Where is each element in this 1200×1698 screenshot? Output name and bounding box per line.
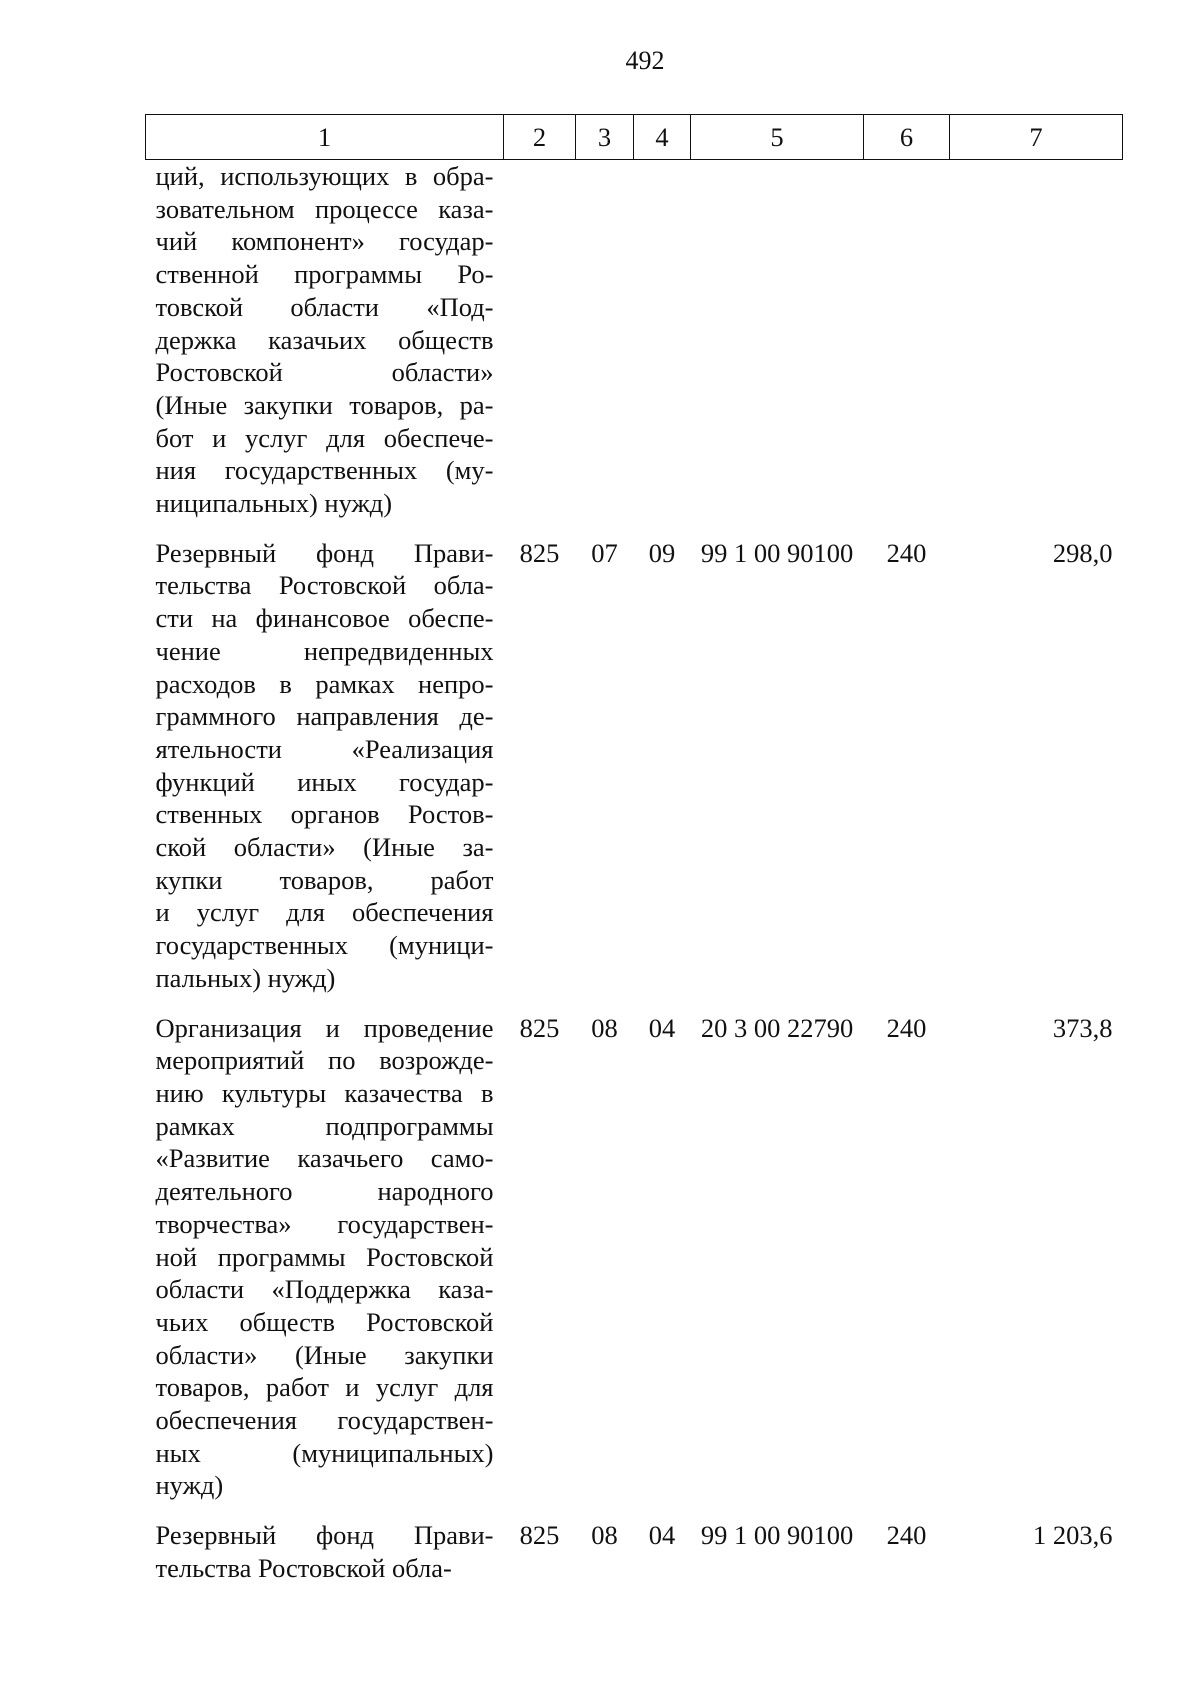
description-line: ятельности «Реализация xyxy=(155,733,494,764)
description-line: зовательном процессе каза- xyxy=(155,193,494,224)
description-line: нию культуры казачества в xyxy=(155,1077,494,1108)
row-section-code xyxy=(576,160,634,537)
description-line: ных (муниципальных) xyxy=(155,1437,494,1468)
description-line: государственных (муници- xyxy=(155,930,494,961)
description-line: граммного направления де- xyxy=(155,701,494,732)
column-header-5: 5 xyxy=(691,115,864,160)
table-row xyxy=(146,160,1123,537)
page-number: 492 xyxy=(625,46,665,75)
header-row xyxy=(146,115,1123,160)
description-line: чий компонент» государ- xyxy=(155,226,494,257)
description-line: держка казачьих обществ xyxy=(155,324,494,355)
row-admin-code: 825 xyxy=(519,1012,560,1043)
row-expense-type-code: 240 xyxy=(886,1520,927,1551)
table-body xyxy=(146,160,1123,1585)
description-line: тельства Ростовской обла- xyxy=(155,1552,452,1583)
description-line: купки товаров, работ xyxy=(155,864,494,895)
row-section-code: 08 xyxy=(591,1520,618,1551)
description-line: товаров, работ и услуг для xyxy=(155,1372,494,1403)
table-row xyxy=(146,1012,1123,1520)
description-line: области «Поддержка каза- xyxy=(155,1274,494,1305)
row-target-article-code: 99 1 00 90100 xyxy=(700,1520,854,1551)
description-line: ской области» (Иные за- xyxy=(155,832,494,863)
row-description xyxy=(146,537,504,1012)
description-line: функций иных государ- xyxy=(155,766,494,797)
description-line: творчества» государствен- xyxy=(155,1208,494,1239)
description-line: пальных) нужд) xyxy=(155,962,336,993)
description-line: (Иные закупки товаров, ра- xyxy=(155,389,494,420)
description-line: расходов в рамках непро- xyxy=(155,668,494,699)
row-target-article-code: 20 3 00 22790 xyxy=(700,1012,854,1043)
description-line: мероприятий по возрожде- xyxy=(155,1045,494,1076)
row-subsection-code: 04 xyxy=(648,1012,676,1043)
description-line: ственной программы Ро- xyxy=(155,259,494,290)
description-line: деятельного народного xyxy=(155,1176,494,1207)
description-line: тельства Ростовской обла- xyxy=(155,570,494,601)
column-header-4: 4 xyxy=(634,115,691,160)
description-line: Резервный фонд Прави- xyxy=(155,537,494,568)
row-section-code: 08 xyxy=(591,1012,618,1043)
row-section-code: 07 xyxy=(591,537,618,568)
description-line: сти на финансовое обеспе- xyxy=(155,603,494,634)
description-line: чьих обществ Ростовской xyxy=(155,1306,494,1337)
description-line: «Развитие казачьего само- xyxy=(155,1143,494,1174)
row-admin-code xyxy=(504,160,576,537)
column-header-3: 3 xyxy=(576,115,634,160)
row-amount: 298,0 xyxy=(1052,537,1113,568)
description-line: рамках подпрограммы xyxy=(155,1110,494,1141)
description-line: нужд) xyxy=(155,1470,224,1501)
row-description xyxy=(146,1012,504,1520)
row-expense-type-code: 240 xyxy=(886,537,927,568)
budget-table xyxy=(145,114,1123,1585)
column-header-7: 7 xyxy=(950,115,1123,160)
description-line: Ростовской области» xyxy=(155,357,494,388)
column-header-6: 6 xyxy=(864,115,950,160)
row-target-article-code: 99 1 00 90100 xyxy=(700,537,854,568)
row-amount xyxy=(950,160,1123,537)
row-admin-code: 825 xyxy=(519,1520,560,1551)
description-line: Организация и проведение xyxy=(155,1012,494,1043)
row-expense-type-code xyxy=(864,160,950,537)
column-header-1: 1 xyxy=(146,115,504,160)
description-line: ниципальных) нужд) xyxy=(155,488,393,519)
row-subsection-code: 09 xyxy=(648,537,676,568)
description-line: бот и услуг для обеспече- xyxy=(155,422,494,453)
row-amount: 373,8 xyxy=(1052,1012,1113,1043)
description-line: ной программы Ростовской xyxy=(155,1241,494,1272)
description-line: ций, использующих в обра- xyxy=(155,161,494,191)
column-header-2: 2 xyxy=(504,115,576,160)
description-line: товской области «Под- xyxy=(155,291,494,322)
description-line: чение непредвиденных xyxy=(155,635,494,666)
row-admin-code: 825 xyxy=(519,537,560,568)
description-line: области» (Иные закупки xyxy=(155,1339,494,1370)
description-line: обеспечения государствен- xyxy=(155,1405,494,1436)
row-target-article-code xyxy=(691,160,864,537)
description-line: ния государственных (му- xyxy=(155,455,494,486)
table-row xyxy=(146,1519,1123,1584)
row-subsection-code xyxy=(634,160,691,537)
description-line: ственных органов Ростов- xyxy=(155,799,494,830)
description-line: Резервный фонд Прави- xyxy=(155,1520,494,1551)
table-header xyxy=(146,115,1123,160)
table-row xyxy=(146,537,1123,1012)
description-line: и услуг для обеспечения xyxy=(155,897,494,928)
row-subsection-code: 04 xyxy=(648,1520,676,1551)
row-amount: 1 203,6 xyxy=(1033,1520,1113,1551)
row-description xyxy=(146,1519,504,1584)
row-description xyxy=(146,160,504,537)
row-expense-type-code: 240 xyxy=(886,1012,927,1043)
